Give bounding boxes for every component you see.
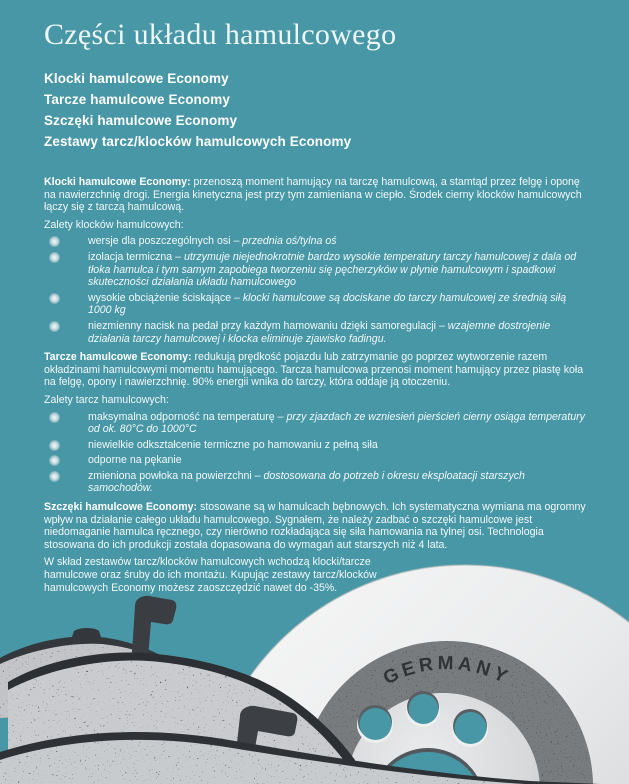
- paragraph-zestawy: W skład zestawów tarcz/klocków hamulcowych wchodzą klocki/tarcze hamulcowe oraz śruby do ich montażu. Kupując zestawy tarcz/klocków hamulcowych Economy możesz zaoszczędzić nawet do -35%.: [44, 556, 377, 594]
- bullet-item: [44, 454, 590, 467]
- bullet-normal: izolacja termiczna –: [88, 250, 184, 263]
- product-list: [44, 68, 590, 152]
- bullet-icon: [49, 440, 60, 451]
- benefits-title-tarcze: Zalety tarcz hamulcowych:: [44, 393, 169, 406]
- bullet-list-klocki: [44, 235, 590, 345]
- brake-parts-photo: [0, 540, 629, 784]
- product-item: Klocki hamulcowe Economy: [44, 71, 229, 86]
- bullet-icon: [49, 412, 60, 423]
- bullet-italic: utrzymuje niejednokrotnie bardzo wysokie temperatury tarczy hamulcowej z dala od tłoka hamulca i tym samym zapobiega tworzeniu się pęcherzyków w płynie hamulcowym i spadkowi skuteczności działania układu hamulcowego: [88, 250, 577, 289]
- paragraph-klocki: [44, 176, 590, 214]
- paragraph-text: przenoszą moment hamujący na tarczę hamulcową, a stamtąd przez felgę i oponę na nawierzchnię drogi. Energia kinetyczna jest przy tym zamieniana w ciepło. Środek cierny klocków hamulcowych łączy się z tarczą hamulcową.: [44, 176, 582, 214]
- bullet-italic: dostosowana do potrzeb i okresu eksploatacji starszych samochodów.: [88, 469, 525, 495]
- bullet-item: [44, 292, 590, 317]
- bullet-normal: niezmienny nacisk na pedał przy każdym hamowaniu dzięki samoregulacji –: [88, 319, 448, 332]
- product-item: Tarcze hamulcowe Economy: [44, 92, 230, 107]
- product-item: Szczęki hamulcowe Economy: [44, 113, 238, 128]
- paragraph-text: stosowane są w hamulcach bębnowych. Ich systematyczna wymiana ma ogromny wpływ na działanie całego układu hamulcowego. Sygnałem, że należy zadbać o szczęki hamulcowe jest niedomaganie hamulca ręcznego, czy nierówno rozkładająca się siła hamowania na tylnej osi. Technologia stosowana do ich produkcji została dopasowana do wymagań aut starszych niż 4 lata.: [44, 501, 586, 551]
- bullet-italic: klocki hamulcowe są dociskane do tarczy hamulcowej ze średnią siłą 1000 kg: [88, 291, 567, 317]
- page-title: Części układu hamulcowego: [44, 18, 397, 51]
- paragraph-tarcze: [44, 351, 590, 389]
- bullet-italic: przy zjazdach ze wzniesień pierścień cierny osiąga temperatury od ok. 80°C do 1000°C: [88, 410, 585, 436]
- bullet-item: [44, 411, 590, 436]
- bullet-normal: niewielkie odkształcenie termiczne po hamowaniu z pełną siła: [88, 438, 378, 451]
- bullet-normal: maksymalna odporność na temperaturę –: [88, 410, 287, 423]
- bullet-item: [44, 470, 590, 495]
- paragraph-text: redukują prędkość pojazdu lub zatrzymanie go poprzez wytworzenie razem okładzinami hamulcowymi momentu hamującego. Tarcza hamulcowa przenosi moment hamujący przez piastę koła na felgę, opony i nawierzchnię. 90% energii wnika do tarczy, która oddaje ją otoczeniu.: [44, 351, 584, 389]
- bullet-normal: zmieniona powłoka na powierzchni –: [88, 469, 264, 482]
- product-item: Zestawy tarcz/klocków hamulcowych Economy: [44, 134, 352, 149]
- bullet-item: [44, 320, 590, 345]
- bullet-icon: [49, 455, 60, 466]
- bullet-list-tarcze: [44, 411, 590, 496]
- bullet-icon: [49, 252, 60, 263]
- bullet-icon: [49, 471, 60, 482]
- bullet-item: [44, 235, 590, 248]
- paragraph-lead: Tarcze hamulcowe Economy:: [44, 351, 192, 364]
- text-column: [44, 18, 590, 599]
- bullet-icon: [49, 236, 60, 247]
- bullet-italic: przednia oś/tylna oś: [242, 235, 337, 248]
- disc-marking-text: GERMANY: [380, 653, 514, 690]
- bullet-normal: wersje dla poszczególnych osi –: [88, 235, 243, 248]
- bullet-icon: [49, 293, 60, 304]
- paragraph-lead: Szczęki hamulcowe Economy:: [44, 501, 198, 514]
- paragraph-lead: Klocki hamulcowe Economy:: [44, 176, 191, 188]
- bullet-icon: [49, 321, 60, 332]
- bullet-normal: odporne na pękanie: [88, 454, 182, 467]
- benefits-title-klocki: Zalety klocków hamulcowych:: [44, 218, 184, 231]
- bullet-normal: wysokie obciążenie ściskające –: [88, 291, 243, 304]
- bullet-item: [44, 251, 590, 289]
- bullet-item: [44, 439, 590, 452]
- bullet-italic: wzajemne dostrojenie działania tarczy hamulcowej i klocka eliminuje zjawisko fadingu.: [88, 319, 551, 345]
